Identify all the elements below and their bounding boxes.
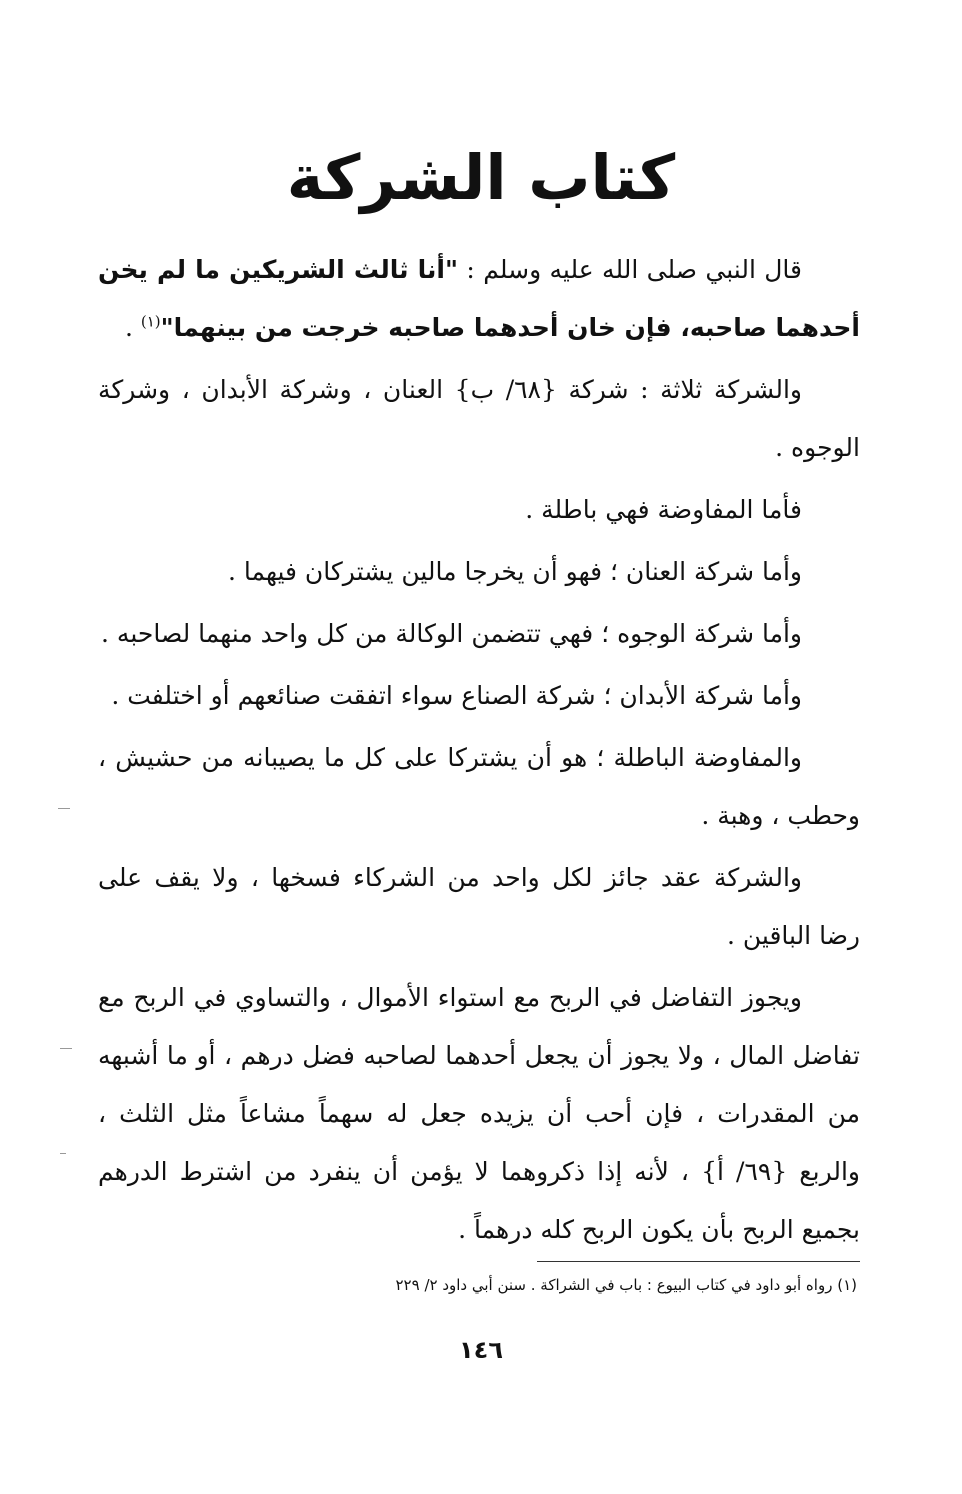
hadith-quote: "أنا ثالث الشريكين ما لم يخن أحدهما صاحبه، فإن خان أحدهما صاحبه خرجت من بينهما" — [98, 255, 860, 342]
paragraph-profit-distribution: ويجوز التفاضل في الربح مع استواء الأموال ، والتساوي في الربح مع تفاضل المال ، ولا يجوز أن يجعل أحدهما لصاحبه فضل درهم ، أو ما أشبهه من المقدرات ، فإن أحب أن يزيده جعل له سهماً مشاعاً مثل الثلث ، والربع {٦٩/ أ} ، لأنه إذا ذكروهما لا يؤمن أن ينفرد من اشترط الدرهم بجميع الربح بأن يكون الربح كله درهماً . — [98, 983, 860, 1244]
paragraph-inan: وأما شركة العنان ؛ فهو أن يخرجا مالين يشتركان فيهما . — [228, 557, 802, 586]
paragraph-mufawada: فأما المفاوضة فهي باطلة . — [525, 495, 802, 524]
footnote-reference: (١) — [140, 312, 161, 331]
footnote: (١) رواه أبو داود في كتاب البيوع : باب في الشراكة . سنن أبي داود ٢/ ٢٢٩ — [395, 1276, 857, 1294]
paragraph-partnership-types: والشركة ثلاثة : شركة {٦٨/ ب} العنان ، وشركة الأبدان ، وشركة الوجوه . — [98, 375, 860, 462]
paragraph-invalid-mufawada: والمفاوضة الباطلة ؛ هو أن يشتركا على كل ما يصيبانه من حشيش ، وحطب ، وهبة . — [98, 743, 860, 830]
page-number: ١٤٦ — [459, 1336, 503, 1364]
scan-margin-mark — [58, 808, 70, 809]
body-text — [98, 241, 860, 1259]
scan-margin-mark — [60, 1048, 72, 1049]
hadith-intro: قال النبي صلى الله عليه وسلم : — [458, 255, 802, 284]
hadith-paragraph — [98, 241, 860, 357]
footnote-separator — [537, 1261, 860, 1262]
scan-margin-mark — [60, 1153, 66, 1154]
hadith-end: . — [124, 313, 141, 342]
paragraph-wujuh: وأما شركة الوجوه ؛ فهي تتضمن الوكالة من كل واحد منهما لصاحبه . — [101, 619, 802, 648]
paragraph-contract-nature: والشركة عقد جائز لكل واحد من الشركاء فسخها ، ولا يقف على رضا الباقين . — [98, 863, 860, 950]
paragraph-abdan: وأما شركة الأبدان ؛ شركة الصناع سواء اتفقت صنائعهم أو اختلفت . — [111, 681, 802, 710]
chapter-title: كتاب الشركة — [286, 141, 676, 214]
